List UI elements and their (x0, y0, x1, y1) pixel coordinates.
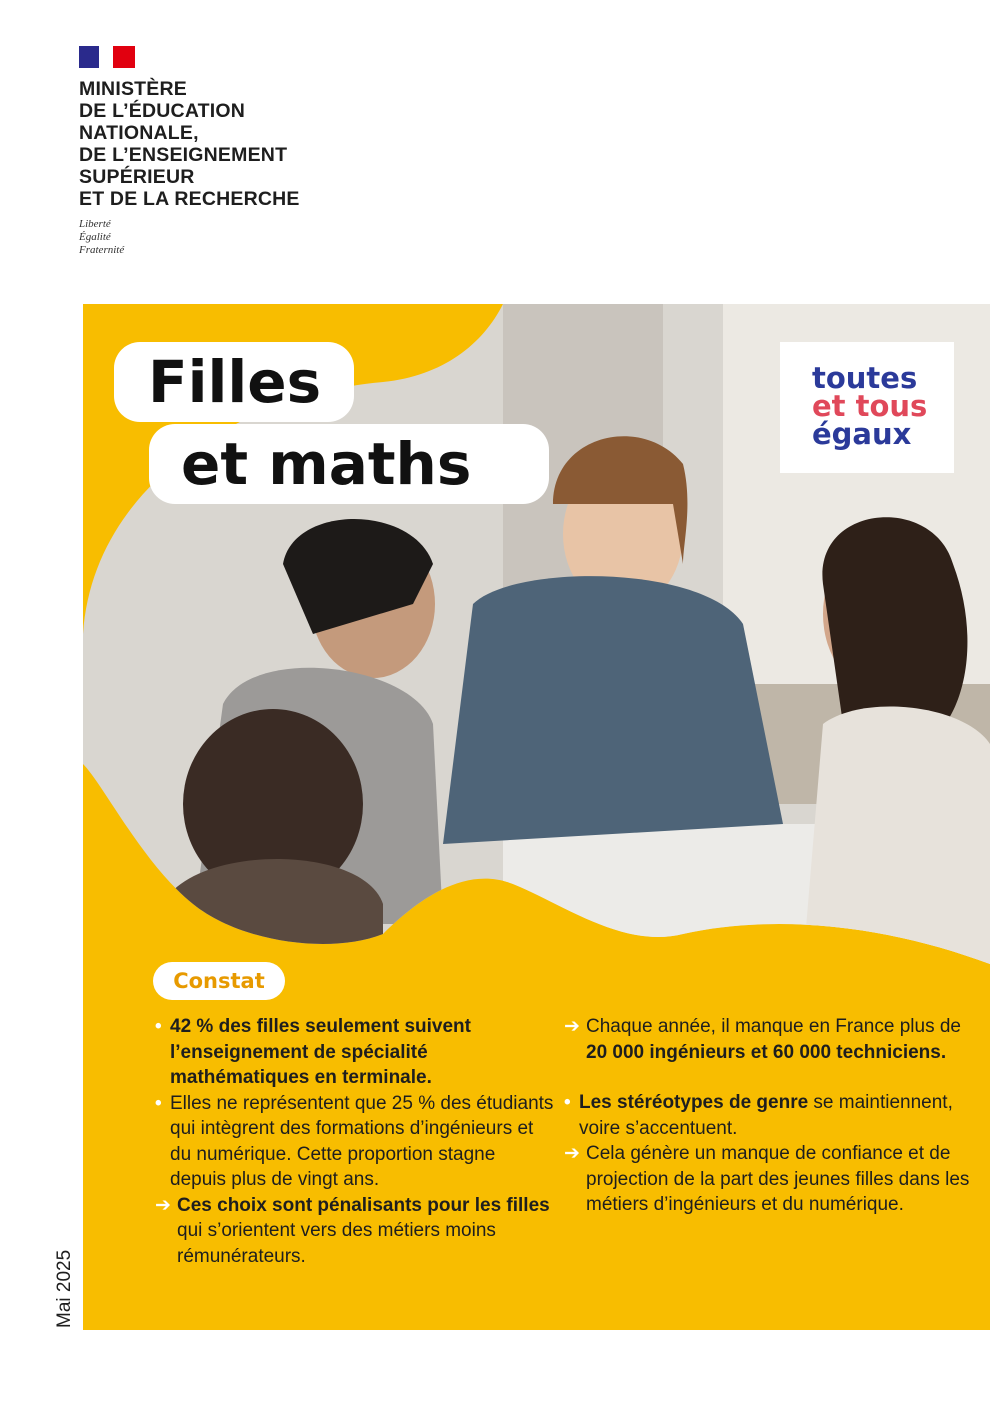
motto-line: Égalité (79, 231, 111, 243)
ministry-line: DE L’ÉDUCATION (79, 100, 246, 122)
motto-line: Liberté (79, 218, 111, 230)
ministry-name (79, 78, 300, 210)
badge-line: égaux (812, 417, 912, 451)
arrow-icon: ➔ (564, 1016, 580, 1037)
bold-text: 42 % des filles seulement suivent l’enseignement de spécialité mathématiques en terminale. (170, 1016, 471, 1088)
list-item (564, 1090, 974, 1141)
column-left (155, 1014, 555, 1269)
toutes-et-tous-egaux-badge (780, 342, 954, 473)
list-item (155, 1014, 555, 1091)
publication-date: Mai 2025 (54, 1249, 75, 1328)
bold-text: 20 000 ingénieurs et 60 000 techniciens. (586, 1041, 947, 1063)
item-text: Elles ne représentent que 25 % des étudiants qui intègrent des formations d’ingénieurs et du numérique. Cette proportion stagne depuis plus de vingt ans. (170, 1092, 554, 1190)
bold-text: Les stéréotypes de genre (579, 1092, 809, 1113)
bullet-icon: • (564, 1092, 571, 1113)
badge-line: et tous (812, 389, 928, 423)
ministry-logo (79, 46, 300, 257)
ministry-line: MINISTÈRE (79, 78, 187, 100)
french-flag-icon (79, 46, 135, 68)
cover-panel (83, 304, 990, 1330)
item-text: Chaque année, il manque en France plus de (586, 1016, 961, 1037)
section-label: Constat (153, 962, 285, 1000)
bullet-icon: • (155, 1092, 162, 1114)
title-line-1: Filles (114, 342, 354, 422)
item-text: Cela génère un manque de confiance et de projection de la part des jeunes filles dans les métiers d’ingénieurs et du numérique. (586, 1143, 970, 1215)
ministry-line: SUPÉRIEUR (79, 166, 195, 188)
ministry-line: NATIONALE, (79, 122, 199, 144)
column-right (564, 1014, 974, 1218)
bullet-icon: • (155, 1016, 162, 1037)
list-item (564, 1014, 974, 1065)
bold-text: Ces choix sont pénalisants pour les filles (177, 1194, 550, 1216)
item-text: qui s’orientent vers des métiers moins rémunérateurs. (177, 1220, 496, 1267)
list-item (564, 1141, 974, 1218)
list-item (155, 1193, 555, 1270)
badge-line: toutes (812, 361, 918, 395)
title-line-2: et maths (149, 424, 549, 504)
republic-motto (79, 218, 300, 257)
arrow-icon: ➔ (155, 1194, 171, 1216)
ministry-line: ET DE LA RECHERCHE (79, 188, 300, 210)
list-item (155, 1091, 555, 1193)
motto-line: Fraternité (79, 244, 125, 256)
item-text: se maintiennent, voire s’accentuent. (579, 1092, 953, 1139)
arrow-icon: ➔ (564, 1143, 580, 1164)
ministry-line: DE L’ENSEIGNEMENT (79, 144, 288, 166)
